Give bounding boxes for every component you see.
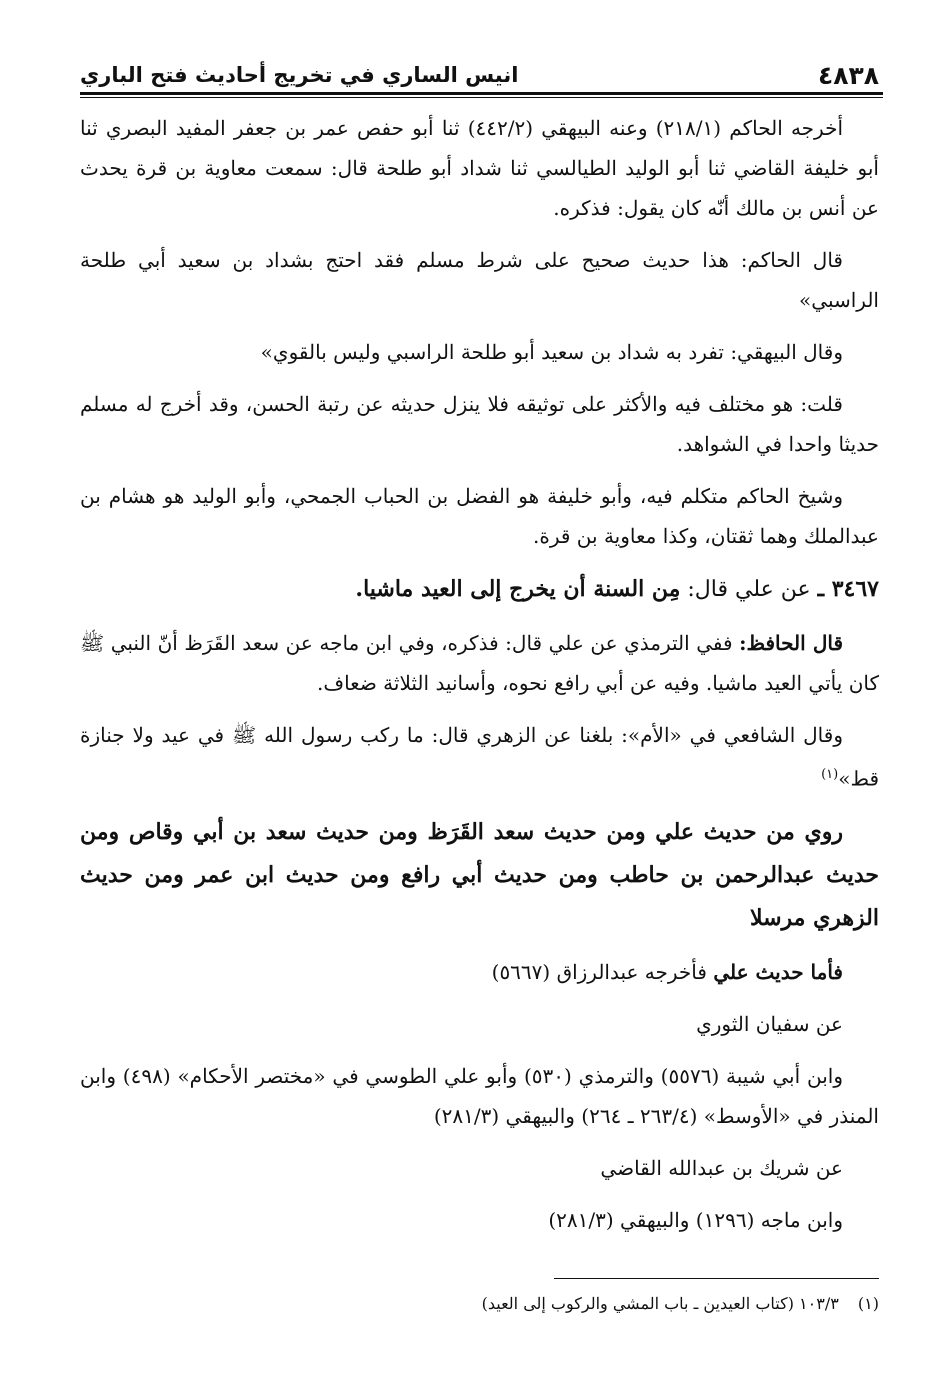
ali-heading: فأما حديث علي xyxy=(713,959,843,984)
paragraph-hafiz xyxy=(80,623,879,703)
paragraph-shaykh: وشيخ الحاكم متكلم فيه، وأبو خليفة هو الفضل بن الحباب الجمحي، وأبو الوليد هو هشام بن عبدالملك وهما ثقتان، وكذا معاوية بن قرة. xyxy=(80,484,879,548)
page-header xyxy=(80,56,879,94)
paragraph-bayhaqi: وقال البيهقي: تفرد به شداد بن سعيد أبو طلحة الراسبي وليس بالقوي» xyxy=(260,340,843,364)
paragraph-ibn-majah: وابن ماجه (١٢٩٦) والبيهقي (٢٨١/٣) xyxy=(548,1207,843,1232)
page-body xyxy=(80,108,879,1252)
shafii-text: وقال الشافعي في «الأم»: بلغنا عن الزهري قال: ما ركب رسول الله ﷺ في عيد ولا جنازة قط» xyxy=(80,723,879,791)
ali-source: فأخرجه عبدالرزاق (٥٦٦٧) xyxy=(491,959,707,984)
footnote-number: (١) xyxy=(857,1294,879,1313)
paragraph-summary: روي من حديث علي ومن حديث سعد القَرَظ ومن حديث سعد بن أبي وقاص ومن حديث عبدالرحمن بن حاطب ومن حديث أبي رافع ومن حديث ابن عمر ومن حديث الزهري مرسلا xyxy=(80,818,879,931)
hadith-text: مِن السنة أن يخرج إلى العيد ماشيا. xyxy=(355,576,681,602)
hafiz-text: ففي الترمذي عن علي قال: فذكره، وفي ابن ماجه عن سعد القَرَظ أنّ النبي ﷺ كان يأتي العيد ماشيا. وفيه عن أبي رافع نحوه، وأسانيد الثلاثة ضعاف. xyxy=(80,631,879,695)
footnote-marker: (١) xyxy=(821,767,839,782)
paragraph-shafii xyxy=(80,715,879,799)
paragraph-qultu: قلت: هو مختلف فيه والأكثر على توثيقه فلا ينزل حديثه عن رتبة الحسن، وقد أخرج له مسلم حديثا واحدا في الشواهد. xyxy=(80,392,879,456)
footnote-text: ١٠٣/٣ (كتاب العيدين ـ باب المشي والركوب إلى العيد) xyxy=(481,1294,839,1313)
hadith-number: ٣٤٦٧ ـ xyxy=(817,576,879,602)
page-number: ٤٨٣٨ xyxy=(817,60,879,90)
paragraph-sources: وابن أبي شيبة (٥٥٧٦) والترمذي (٥٣٠) وأبو علي الطوسي في «مختصر الأحكام» (٤٩٨) وابن المنذر في «الأوسط» (٢٦٣/٤ ـ ٢٦٤) والبيهقي (٢٨١/٣) xyxy=(80,1063,879,1128)
hadith-entry xyxy=(80,568,879,611)
footnote xyxy=(80,1290,879,1318)
paragraph-hakim: قال الحاكم: هذا حديث صحيح على شرط مسلم فقد احتج بشداد بن سعيد أبي طلحة الراسبي» xyxy=(80,248,879,312)
hafiz-label: قال الحافظ: xyxy=(739,631,844,655)
running-title: انيس الساري في تخريج أحاديث فتح الباري xyxy=(80,63,519,87)
paragraph-takhrij: أخرجه الحاكم (٢١٨/١) وعنه البيهقي (٤٤٢/٢) ثنا أبو حفص عمر بن جعفر المفيد البصري ثنا أبو خليفة القاضي ثنا أبو الوليد الطيالسي ثنا شداد أبو طلحة قال: سمعت معاوية بن قرة يحدث عن أنس بن مالك أنّه كان يقول: فذكره. xyxy=(80,116,879,220)
paragraph-sufyan: عن سفيان الثوري xyxy=(696,1011,843,1036)
hadith-narrator: عن علي قال: xyxy=(687,577,811,602)
header-rule xyxy=(80,92,883,98)
paragraph-sharik: عن شريك بن عبدالله القاضي xyxy=(600,1155,843,1180)
paragraph-ali-heading xyxy=(80,952,879,992)
footnote-rule xyxy=(554,1278,879,1279)
